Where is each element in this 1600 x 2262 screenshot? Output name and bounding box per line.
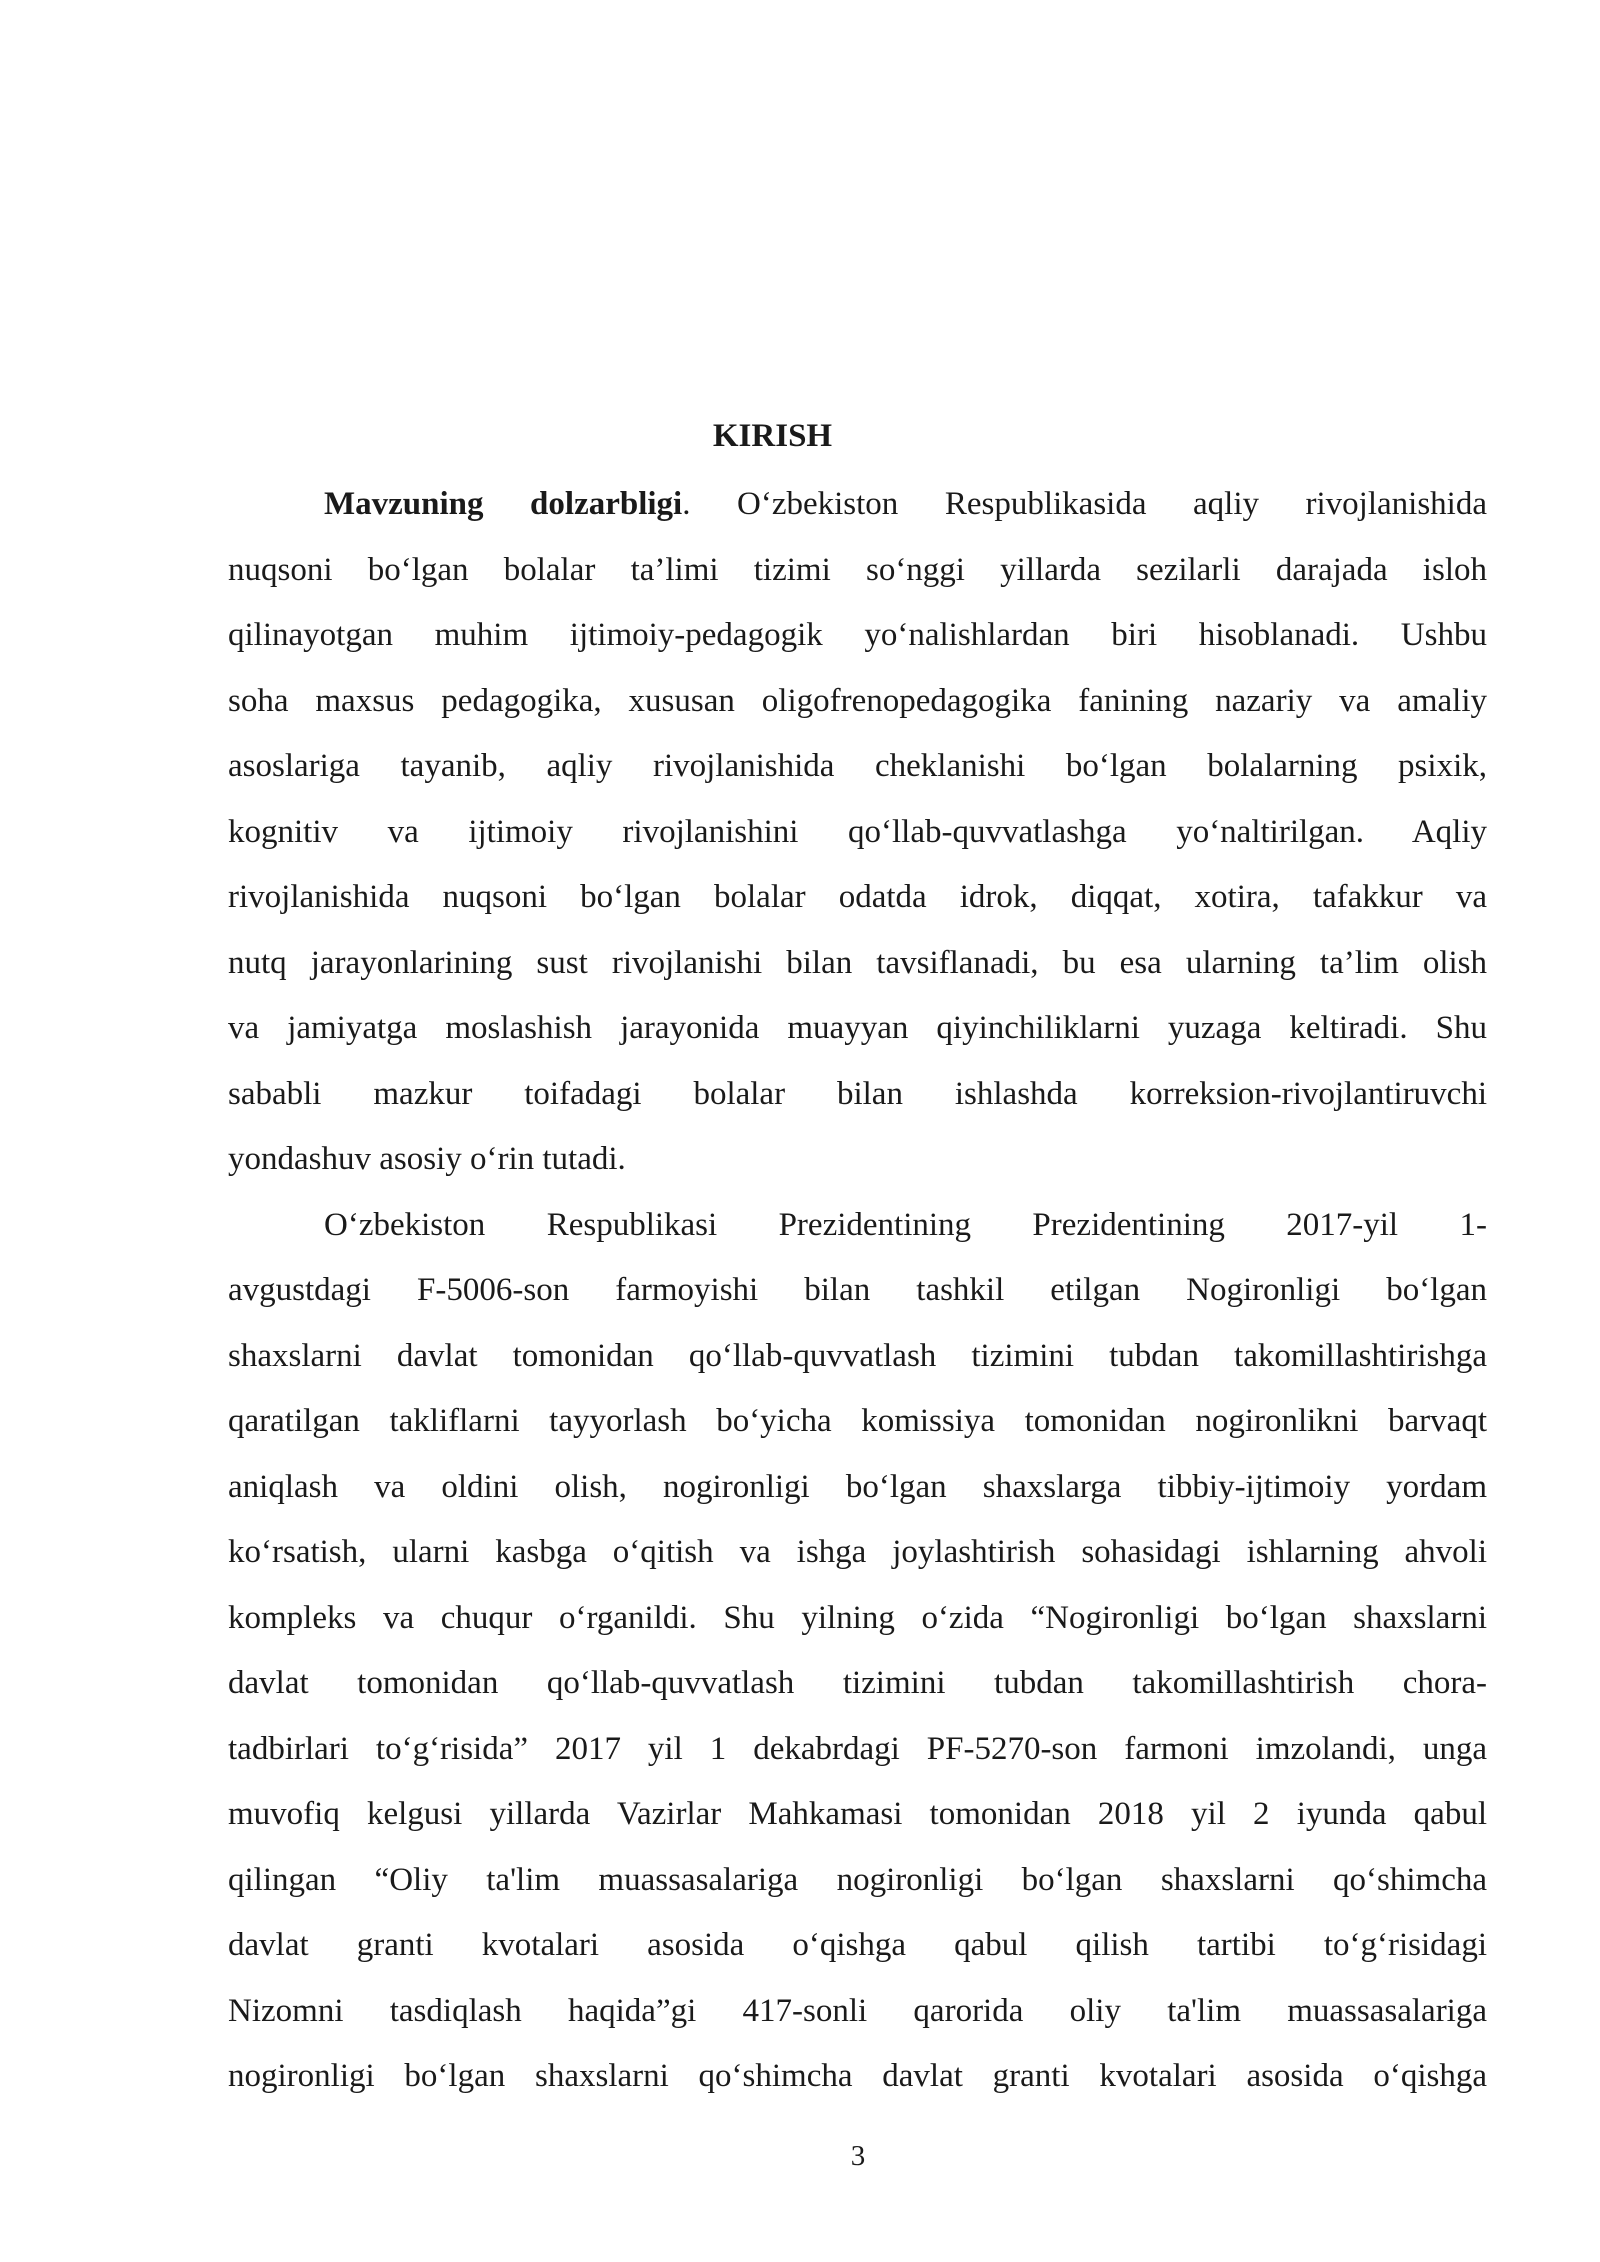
lead-in-heading: Mavzuning dolzarbligi	[324, 486, 683, 522]
text-line: nogironligi bo‘lgan shaxslarni qo‘shimcha davlat granti kvotalari asosida o‘qishga	[228, 2058, 1487, 2094]
page-title: KIRISH	[712, 418, 833, 454]
text-line: aniqlash va oldini olish, nogironligi bo‘lgan shaxslarga tibbiy-ijtimoiy yordam	[228, 1468, 1487, 1505]
text-line	[228, 472, 1487, 538]
text-line: kognitiv va ijtimoiy rivojlanishini qo‘llab-quvvatlashga yo‘naltirilgan. Aqliy	[228, 813, 1487, 850]
text-line: avgustdagi F-5006-son farmoyishi bilan tashkil etilgan Nogironligi bo‘lgan	[228, 1272, 1487, 1308]
page-number: 3	[850, 2140, 866, 2172]
text-line: soha maxsus pedagogika, xususan oligofrenopedagogika fanining nazariy va amaliy	[228, 682, 1487, 719]
body-text	[228, 472, 1487, 2110]
text-line: qilinayotgan muhim ijtimoiy-pedagogik yo‘nalishlardan biri hisoblanadi. Ushbu	[228, 617, 1487, 653]
text-line: yondashuv asosiy o‘rin tutadi.	[228, 1141, 626, 1177]
text-line: Nizomni tasdiqlash haqida”gi 417-sonli qarorida oliy ta'lim muassasalariga	[228, 1992, 1487, 2029]
text-line: davlat granti kvotalari asosida o‘qishga qabul qilish tartibi to‘g‘risidagi	[228, 1927, 1487, 1963]
text-line: nutq jarayonlarining sust rivojlanishi bilan tavsiflanadi, bu esa ularning ta’lim olish	[228, 944, 1487, 981]
text-line: rivojlanishida nuqsoni bo‘lgan bolalar odatda idrok, diqqat, xotira, tafakkur va	[228, 879, 1487, 915]
text-line: asoslariga tayanib, aqliy rivojlanishida cheklanishi bo‘lgan bolalarning psixik,	[228, 748, 1487, 784]
text-line: sababli mazkur toifadagi bolalar bilan ishlashda korreksion-rivojlantiruvchi	[228, 1075, 1487, 1112]
text-line: qilingan “Oliy ta'lim muassasalariga nogironligi bo‘lgan shaxslarni qo‘shimcha	[228, 1861, 1487, 1898]
text-line: kompleks va chuqur o‘rganildi. Shu yilning o‘zida “Nogironligi bo‘lgan shaxslarni	[228, 1599, 1487, 1636]
text-line: nuqsoni bo‘lgan bolalar ta’limi tizimi so‘nggi yillarda sezilarli darajada isloh	[228, 551, 1487, 588]
text-line: muvofiq kelgusi yillarda Vazirlar Mahkamasi tomonidan 2018 yil 2 iyunda qabul	[228, 1796, 1487, 1832]
text-line: qaratilgan takliflarni tayyorlash bo‘yicha komissiya tomonidan nogironlikni barvaqt	[228, 1403, 1487, 1439]
text-line: davlat tomonidan qo‘llab-quvvatlash tizimini tubdan takomillashtirish chora-	[228, 1665, 1487, 1701]
text-line: va jamiyatga moslashish jarayonida muayyan qiyinchiliklarni yuzaga keltiradi. Shu	[228, 1010, 1487, 1046]
text-line: tadbirlari to‘g‘risida” 2017 yil 1 dekabrdagi PF-5270-son farmoni imzolandi, unga	[228, 1730, 1487, 1767]
text-line: O‘zbekiston Respublikasi Prezidentining Prezidentining 2017-yil 1-	[324, 1206, 1487, 1243]
text-line-content: . O‘zbekiston Respublikasida aqliy rivojlanishida	[682, 486, 1487, 522]
text-line: ko‘rsatish, ularni kasbga o‘qitish va ishga joylashtirish sohasidagi ishlarning ahvoli	[228, 1534, 1487, 1570]
text-line: shaxslarni davlat tomonidan qo‘llab-quvvatlash tizimini tubdan takomillashtirishga	[228, 1337, 1487, 1374]
